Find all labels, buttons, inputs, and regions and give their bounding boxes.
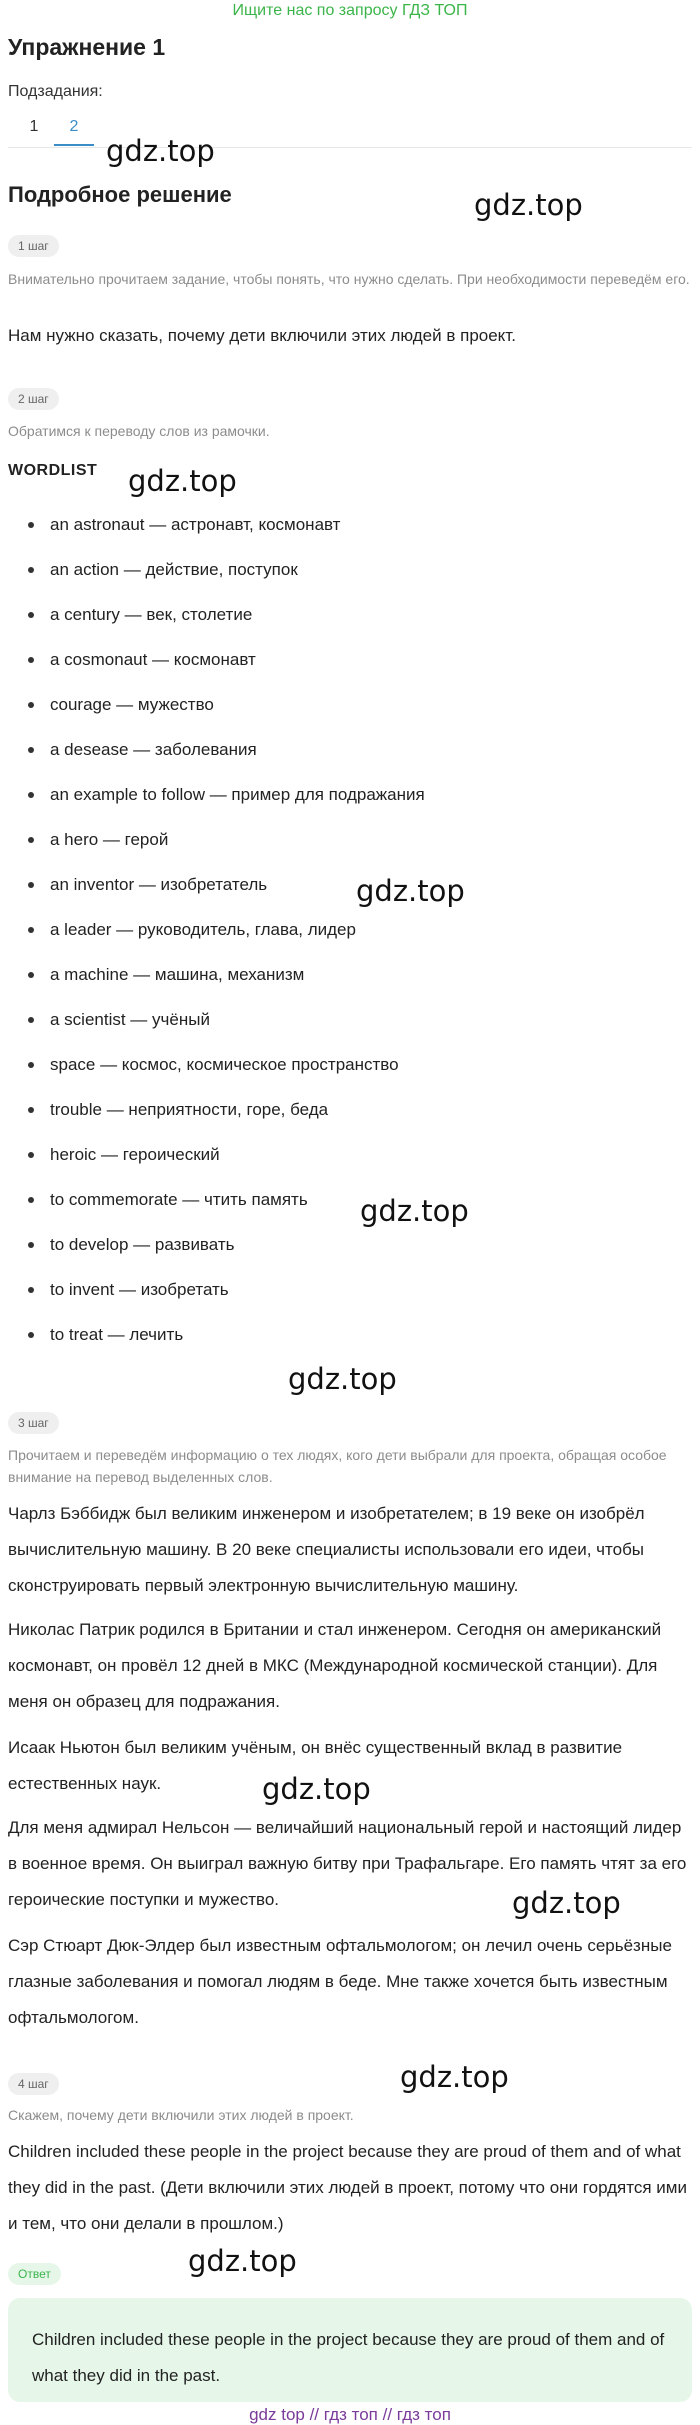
list-item: to treat — лечить	[8, 1312, 692, 1357]
step-paragraph: Чарлз Бэббидж был великим инженером и изобретателем; в 19 веке он изобрёл вычислительную машину. В 20 веке специалисты использовали его идеи, чтобы сконструировать первый электронную вычислительную машину.	[8, 1504, 645, 1595]
list-item: a cosmonaut — космонавт	[8, 637, 692, 682]
step-hint: Прочитаем и переведём информацию о тех людях, кого дети выбрали для проекта, обращая особое внимание на перевод выделенных слов.	[8, 1447, 667, 1485]
watermark: gdz.top	[106, 134, 215, 168]
list-item: an example to follow — пример для подражания	[8, 772, 692, 817]
list-item: an inventor — изобретатель	[8, 862, 692, 907]
watermark: gdz.top	[188, 2244, 297, 2278]
wordlist-title: WORDLIST	[8, 462, 98, 479]
step-paragraph: Для меня адмирал Нельсон — величайший национальный герой и настоящий лидер в военное время. Он выиграл важную битву при Трафальгаре. Его память чтят за его героические поступки и мужество.	[8, 1818, 687, 1909]
watermark: gdz.top	[128, 464, 237, 498]
step-badge: 1 шаг	[8, 235, 59, 257]
list-item: a scientist — учёный	[8, 997, 692, 1042]
watermark: gdz.top	[400, 2060, 509, 2094]
step-hint: Обратимся к переводу слов из рамочки.	[8, 423, 270, 439]
step-paragraph: Сэр Стюарт Дюк-Элдер был известным офтальмологом; он лечил очень серьёзные глазные заболевания и помогал людям в беде. Мне также хочется быть известным офтальмологом.	[8, 1936, 672, 2027]
step-text: Children included these people in the project because they are proud of them and of what they did in the past. (Дети включили этих людей в проект, потому что они гордятся ими и тем, что они делали в прошлом.)	[8, 2142, 687, 2233]
list-item: space — космос, космическое пространство	[8, 1042, 692, 1087]
step-paragraph: Николас Патрик родился в Британии и стал инженером. Сегодня он американский космонавт, он провёл 12 дней в МКС (Международной космической станции). Для меня он образец для подражания.	[8, 1620, 662, 1711]
watermark: gdz.top	[356, 874, 465, 908]
answer-box	[8, 2298, 692, 2402]
list-item: a leader — руководитель, глава, лидер	[8, 907, 692, 952]
top-banner[interactable]: Ищите нас по запросу ГДЗ ТОП	[232, 2, 468, 19]
list-item: trouble — неприятности, горе, беда	[8, 1087, 692, 1132]
list-item: to develop — развивать	[8, 1222, 692, 1267]
wordlist	[8, 502, 692, 1357]
step-badge: 4 шаг	[8, 2073, 59, 2095]
list-item: courage — мужество	[8, 682, 692, 727]
watermark: gdz.top	[288, 1362, 397, 1396]
watermark: gdz.top	[512, 1886, 621, 1920]
list-item: an astronaut — астронавт, космонавт	[8, 502, 692, 547]
step-badge: 3 шаг	[8, 1412, 59, 1434]
list-item: a desease — заболевания	[8, 727, 692, 772]
watermark: gdz.top	[262, 1772, 371, 1806]
list-item: to invent — изобретать	[8, 1267, 692, 1312]
subtask-tab-1[interactable]: 1	[29, 118, 39, 135]
list-item: a machine — машина, механизм	[8, 952, 692, 997]
footer-links[interactable]: gdz top // гдз топ // гдз топ	[249, 2405, 451, 2424]
answer-badge: Ответ	[8, 2263, 61, 2285]
subtasks-label: Подзадания:	[8, 83, 103, 100]
step-text: Нам нужно сказать, почему дети включили этих людей в проект.	[8, 326, 516, 345]
answer-text: Children included these people in the project because they are proud of them and of what they did in the past.	[32, 2330, 665, 2385]
list-item: to commemorate — чтить память	[8, 1177, 692, 1222]
step-paragraph: Исаак Ньютон был великим учёным, он внёс существенный вклад в развитие естественных наук.	[8, 1738, 623, 1793]
list-item: heroic — героический	[8, 1132, 692, 1177]
list-item: a hero — герой	[8, 817, 692, 862]
list-item: an action — действие, поступок	[8, 547, 692, 592]
step-hint: Скажем, почему дети включили этих людей в проект.	[8, 2107, 354, 2123]
step-hint: Внимательно прочитаем задание, чтобы понять, что нужно сделать. При необходимости переведём его.	[8, 271, 690, 287]
subtask-tab-2[interactable]: 2	[54, 116, 94, 146]
watermark: gdz.top	[360, 1194, 469, 1228]
step-badge: 2 шаг	[8, 388, 59, 410]
watermark: gdz.top	[474, 188, 583, 222]
list-item: a century — век, столетие	[8, 592, 692, 637]
section-title: Подробное решение	[8, 182, 232, 207]
page-title: Упражнение 1	[8, 34, 166, 60]
